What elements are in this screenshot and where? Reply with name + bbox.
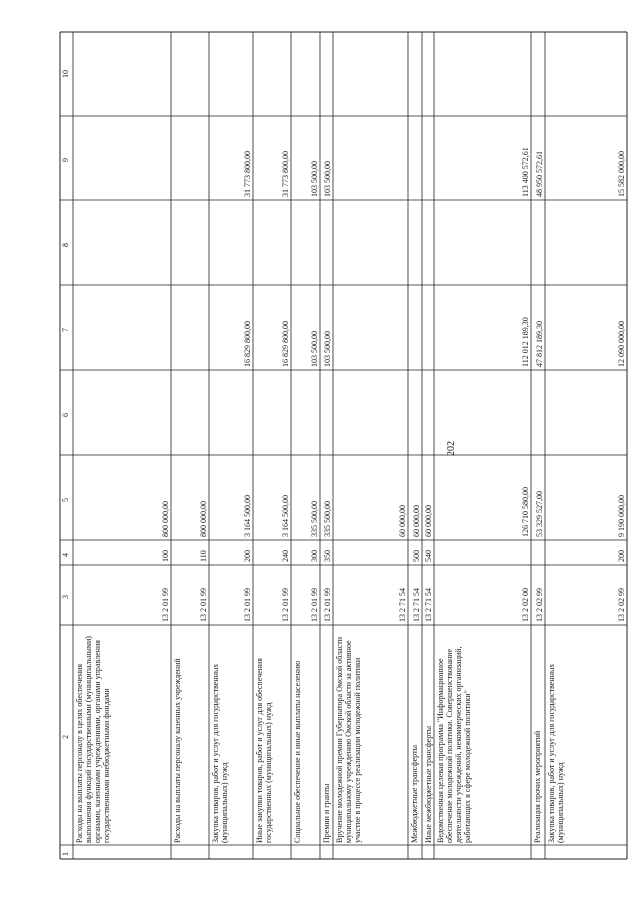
row-code: 13 2 01 99 (322, 588, 332, 622)
row-code: 13 2 71 54 (411, 588, 421, 622)
row-description: Закупка товаров, работ и услуг для государственных (муниципальных) нужд (211, 663, 229, 843)
row-code: 13 2 71 54 (397, 588, 407, 622)
row-value-col5: 800 000,00 (198, 501, 208, 537)
row-value-col7: 47 812 189,30 (534, 321, 544, 367)
column-header: 10 (61, 70, 70, 78)
column-header: 2 (61, 735, 70, 739)
row-type: 240 (280, 550, 290, 562)
row-description: Ведомственная целевая программа "Информационное обеспечение молодежной политики. Совершенствование деятельности учреждений, некоммерческих организаций, работающих в сфере молодежной политики" (436, 646, 472, 843)
row-value-col7: 103 500,00 (309, 331, 319, 367)
column-header: 6 (61, 412, 70, 417)
row-value-col9: 113 400 572,61 (520, 147, 530, 197)
row-value-col5: 335 500,00 (309, 501, 319, 537)
row-type: 200 (242, 550, 252, 562)
column-header: 7 (61, 327, 70, 332)
row-value-col5: 9 190 000,00 (616, 495, 626, 537)
row-value-col7: 112 012 189,30 (520, 317, 530, 367)
column-header: 4 (61, 552, 70, 557)
row-code: 13 2 01 99 (242, 588, 252, 622)
row-value-col5: 60 000,00 (397, 505, 407, 537)
row-description: Вручение молодежной премии Губернатора Омской области муниципальному учреждению Омской области за активное участие в процессе реализации молодежной политики (335, 637, 362, 843)
row-value-col5: 53 329 527,00 (534, 491, 544, 537)
row-code: 13 2 02 00 (520, 588, 530, 622)
page-number: 202 (446, 441, 457, 456)
column-header: 5 (61, 497, 70, 502)
row-value-col9: 48 950 572,61 (534, 151, 544, 197)
row-value-col7: 103 500,00 (322, 331, 332, 367)
row-type: 540 (423, 550, 433, 562)
row-code: 13 2 01 99 (198, 588, 208, 622)
row-description: Премии и гранты (322, 783, 331, 843)
row-description: Расходы на выплаты персоналу в целях обеспечения выполнения функций государственными (муниципальными) органами, казенными учреждениями, органами управления государственными внебюджетными фондами (75, 636, 111, 843)
row-value-col7: 16 829 800,00 (242, 321, 252, 367)
row-value-col9: 15 582 000,00 (616, 151, 626, 197)
row-code: 13 2 01 99 (280, 588, 290, 622)
row-value-col5: 126 710 580,00 (520, 487, 530, 537)
row-description: Расходы на выплаты персоналу казенных учреждений (173, 658, 182, 843)
row-description: Социальное обеспечение и иные выплаты населению (293, 660, 302, 843)
row-value-col5: 3 164 500,00 (242, 495, 252, 537)
row-type: 350 (322, 550, 332, 562)
row-value-col9: 103 500,00 (322, 161, 332, 197)
row-value-col5: 800 000,00 (160, 501, 170, 537)
column-header: 1 (61, 852, 70, 856)
row-code: 13 2 02 99 (616, 588, 626, 622)
row-type: 200 (616, 550, 626, 562)
column-header: 3 (61, 595, 70, 599)
row-value-col5: 335 500,00 (322, 501, 332, 537)
row-value-col5: 60 000,00 (423, 505, 433, 537)
row-value-col7: 12 090 000,00 (616, 321, 626, 367)
row-value-col9: 31 773 800,00 (280, 151, 290, 197)
row-value-col5: 60 000,00 (411, 505, 421, 537)
row-code: 13 2 01 99 (160, 588, 170, 622)
row-type: 110 (198, 550, 208, 562)
row-value-col7: 16 829 800,00 (280, 321, 290, 367)
row-code: 13 2 02 99 (534, 588, 544, 622)
row-code: 13 2 01 99 (309, 588, 319, 622)
row-value-col9: 103 500,00 (309, 161, 319, 197)
column-header: 9 (61, 158, 70, 162)
row-value-col5: 3 164 500,00 (280, 495, 290, 537)
row-description: Иные закупки товаров, работ и услуг для обеспечения государственных (муниципальных) нужд (255, 658, 273, 843)
row-type: 300 (309, 550, 319, 562)
row-type: 500 (411, 550, 421, 562)
row-description: Закупка товаров, работ и услуг для государственных (муниципальных) нужд (547, 663, 565, 843)
row-code: 13 2 71 54 (423, 588, 433, 622)
row-value-col9: 31 773 800,00 (242, 151, 252, 197)
row-type: 100 (160, 550, 170, 562)
row-description: Иные межбюджетные трансферты (424, 726, 433, 843)
row-description: Межбюджетные трансферты (410, 745, 419, 843)
row-description: Реализация прочих мероприятий (533, 730, 542, 843)
column-header: 8 (61, 242, 70, 247)
